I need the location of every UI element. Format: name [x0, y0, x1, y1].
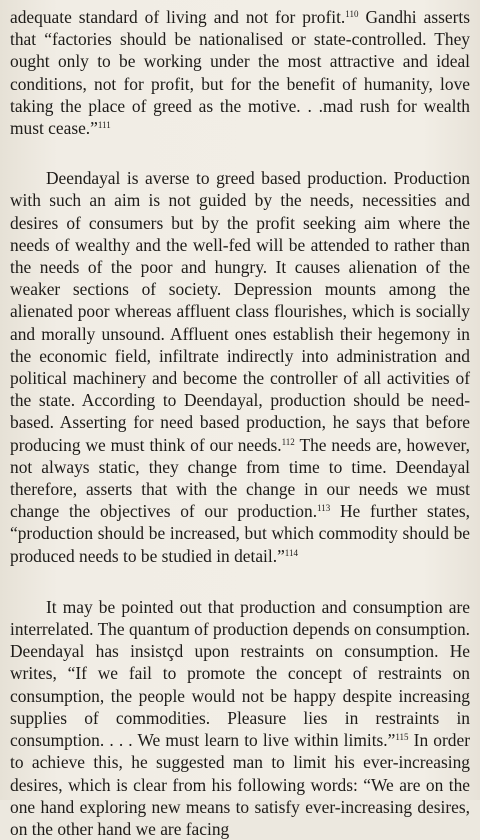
footnote-ref-112: 112: [281, 436, 295, 447]
text-run: Gandhi asserts that “factories should be nationalised or state-controlled. They ought only to be working under the most attractive and ideal conditions, not for profit, but for the benefit of humanity, love taking the place of greed as the motive. . .mad rush for wealth must cease.”: [10, 7, 470, 139]
paragraph-gap: [10, 139, 470, 167]
text-run: It may be pointed out that production and consumption are interrelated. The quantum of production depends on consumption. Deendayal has insistçd upon restraints on consumption. He writes, “If we fail to promote the concept of restraints on consumption, the people would not be happy despite increasing supplies of commodities. Pleasure lies in restraints in consumption. . . . We must learn to live within limits.”: [10, 596, 470, 751]
footnote-ref-111: 111: [97, 120, 111, 131]
footnote-ref-114: 114: [284, 547, 298, 558]
text-run: He further states, “production should be increased, but which commodity should be produced needs to be studied in detail.”: [10, 501, 471, 566]
footnote-ref-115: 115: [395, 732, 409, 743]
paragraph-gap: [10, 567, 470, 596]
paragraph-greed-based-production: [10, 167, 470, 567]
text-run: Deendayal is averse to greed based production. Production with such an aim is not guided by the needs, necessities and desires of consumers but by the profit seeking aim where the needs of wealthy and the well-fed will be attended to rather than the needs of the poor and hungry. It causes alienation of the weaker sections of society. Depression mounts among the alienated poor whereas affluent class flourishes, which is socially and morally unsound. Affluent ones establish their hegemony in the economic field, infiltrate indirectly into administration and political machinery and become the controller of all activities of the state. According to Deendayal, production should be need-based. Asserting for need based production, he says that before producing we must think of our needs.: [10, 168, 470, 455]
text-run: In order to achieve this, he suggested man to limit his ever-increasing desires, which is clear from his following words: “We are on the one hand exploring new means to satisfy ever-increasing desires, on the other hand we are facing: [10, 730, 470, 839]
text-run: adequate standard of living and not for profit.: [10, 7, 346, 27]
paragraph-gandhi-factories: [10, 6, 470, 139]
footnote-ref-113: 113: [317, 503, 331, 514]
text-run: The needs are, however, not always static, they change from time to time. Deendayal therefore, asserts that with the change in our needs we must change the objectives of our production.: [10, 434, 471, 522]
footnote-ref-110: 110: [345, 9, 359, 19]
paragraph-restraints-on-consumption: [10, 596, 470, 840]
